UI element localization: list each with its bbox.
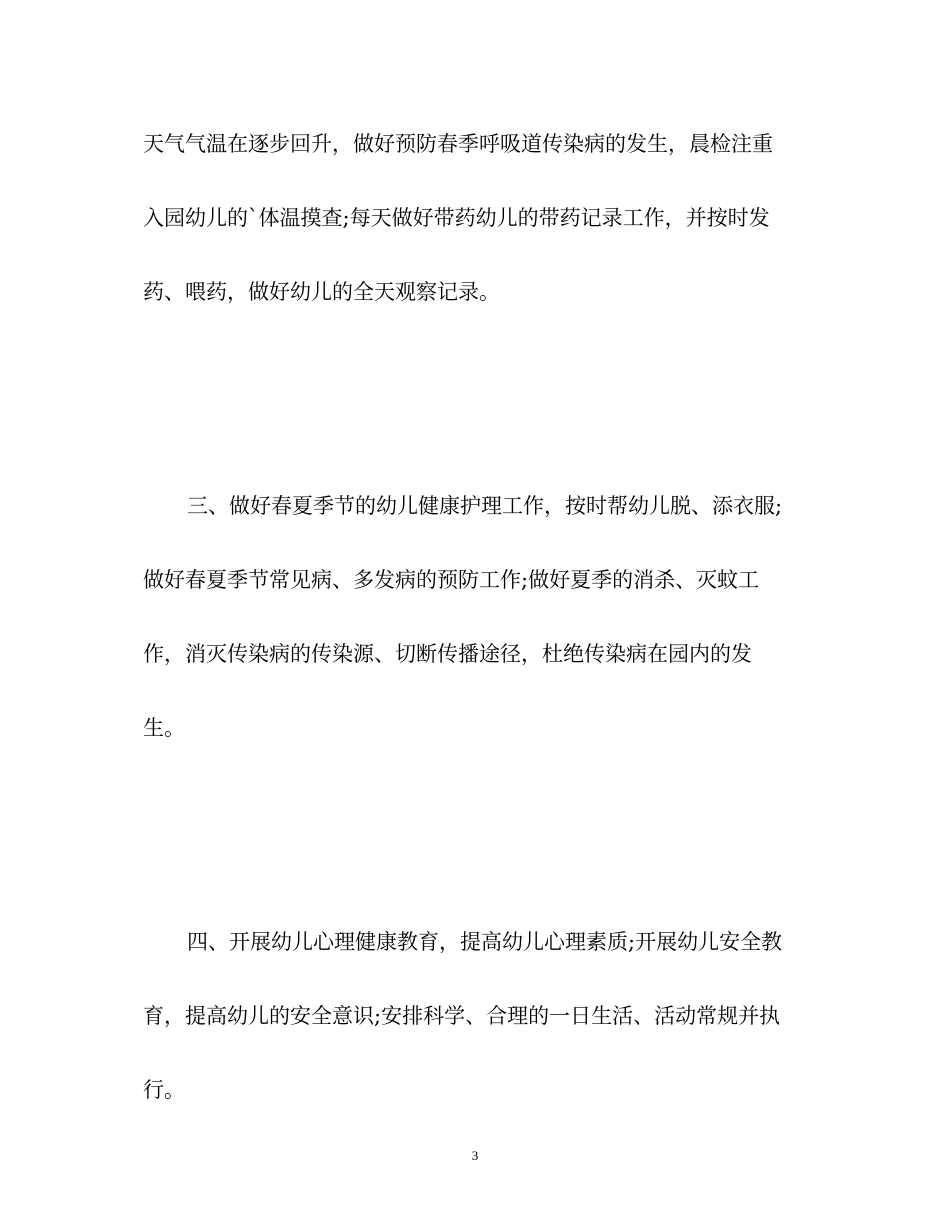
text-line: 育，提高幼儿的安全意识;安排科学、合理的一日生活、活动常规并执 [143,1004,781,1028]
text-line: 入园幼儿的`体温摸查;每天做好带药幼儿的带药记录工作，并按时发 [143,206,770,230]
paragraph-health-check [143,107,813,329]
paragraph-item-four [143,905,813,1127]
text-line: 三、做好春夏季节的幼儿健康护理工作，按时帮幼儿脱、添衣服; [187,494,783,518]
text-line: 四、开展幼儿心理健康教育，提高幼儿心理素质;开展幼儿安全教 [187,930,783,954]
text-line: 生。 [143,716,185,740]
text-line: 做好春夏季节常见病、多发病的预防工作;做好夏季的消杀、灭蚊工 [143,568,760,592]
page-number: 3 [471,1148,479,1163]
text-line: 行。 [143,1078,185,1102]
text-line: 天气气温在逐步回升，做好预防春季呼吸道传染病的发生，晨检注重 [143,132,773,156]
text-line: 药、喂药，做好幼儿的全天观察记录。 [143,280,500,304]
text-line: 作，消灭传染病的传染源、切断传播途径，杜绝传染病在园内的发 [143,642,752,666]
paragraph-item-three [143,469,813,765]
